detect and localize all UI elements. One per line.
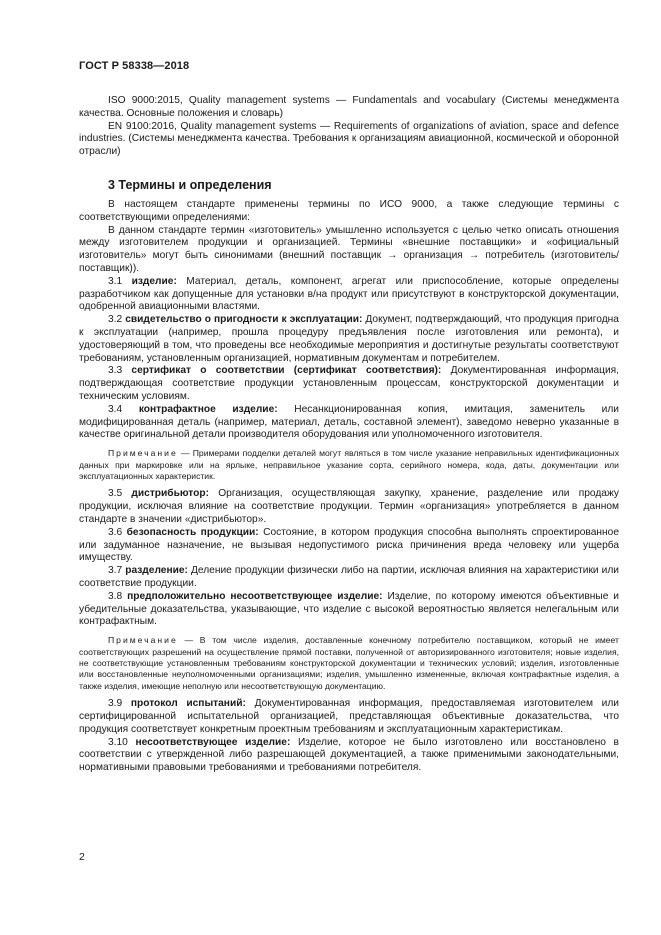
term-number: 3.9	[108, 698, 123, 710]
note-nonconforming	[79, 635, 619, 692]
term-name: разделение:	[125, 565, 188, 577]
term-3-4	[79, 404, 619, 442]
note-text: — Примерами подделки деталей могут являться в том числе указание неправильных идентификационных данных при маркировке или на ярлыке, неправильное указание сорта, серийного номера, кода, даты, документации или эксплуатационных характеристик.	[79, 448, 619, 481]
term-name: дистрибьютор:	[131, 488, 209, 500]
term-3-8	[79, 591, 619, 629]
term-definition: Организация, осуществляющая закупку, хранение, разделение или продажу продукции, исключая влияние на соответствие продукции. Термин «организация» употребляется в данном стандарте в значении «дистрибьютор».	[79, 488, 619, 525]
term-definition: Изделие, которое не было изготовлено или восстановлено в соответствии с утвержденной либо разрешающей документацией, а также применимыми законодательными, нормативными правовыми требованиями и требованиями потребителя.	[79, 736, 619, 774]
term-number: 3.2	[108, 314, 123, 326]
term-3-5	[79, 488, 619, 526]
term-name: свидетельство о пригодности к эксплуатации:	[125, 314, 363, 326]
page-number: 2	[79, 851, 85, 863]
standard-header: ГОСТ Р 58338—2018	[79, 60, 190, 72]
page-content	[79, 95, 619, 775]
term-name: несоответствующее изделие:	[135, 736, 291, 748]
reference-iso-9000: ISO 9000:2015, Quality management systems — Fundamentals and vocabulary (Системы менеджмента качества. Основные положения и словарь)	[79, 95, 619, 119]
term-number: 3.8	[108, 590, 123, 602]
term-name: безопасность продукции:	[126, 526, 259, 538]
term-number: 3.10	[108, 736, 128, 748]
note-text: — В том числе изделия, доставленные конечному потребителю поставщиком, который не имеет соответствующих разрешений на осуществление прямой поставки, полученной от авторизированного изготовителя; новые изделия, не соответствующие установленным требованиям конструкторской документации и технических условий; изделия, изготовленные или восстановленные неуполномоченными организациями; изделия, умышленно измененные, включая контрафактные изделия, а также изделия, имеющие неполную или несоответствующую документацию.	[79, 635, 619, 691]
term-definition: Документ, подтверждающий, что продукция пригодна к эксплуатации (например, прошла процедуру предъявления после изготовления или ремонта), и удостоверяющий в том, что проведены все необходимые мероприятия и достигнутые результаты соответствуют требованиям, установленным организацией, нормативным документам и потребителем.	[79, 314, 619, 364]
term-name: контрафактное изделие:	[138, 403, 278, 415]
term-name: протокол испытаний:	[130, 698, 246, 710]
note-counterfeit	[79, 448, 619, 482]
section-title: 3 Термины и определения	[108, 177, 272, 192]
term-definition: Несанкционированная копия, имитация, заменитель или модифицированная деталь (например, материал, деталь, составной элемент), заведомо неверно указанные в качестве оригинальной детали производителя оборудования или уполномоченного изготовителя.	[79, 403, 619, 441]
term-number: 3.1	[108, 275, 123, 287]
term-3-2	[79, 314, 619, 365]
term-number: 3.3	[108, 365, 123, 377]
term-definition: Деление продукции физически либо на партии, исключая влияния на характеристики или соответствие продукции.	[79, 565, 619, 589]
note-label: Примечание	[108, 635, 178, 646]
term-name: сертификат о соответствии (сертификат соответствия):	[131, 365, 442, 377]
term-definition: Документированная информация, предоставляемая изготовителем или сертифицированной испытательной организацией, представляющая объективные доказательства, что продукция соответствует конкретным проектным требованиям и эксплуатационным характеристикам.	[79, 698, 619, 735]
term-number: 3.6	[108, 526, 123, 538]
term-definition: Состояние, в котором продукция способна выполнять спроектированное или задуманное назначение, не вызывая недопустимого риска причинения вреда человеку или ущерба имуществу.	[79, 526, 619, 564]
term-3-7	[79, 565, 619, 591]
term-definition: Изделие, по которому имеются объективные и убедительные доказательства, указывающие, что изделие с высокой вероятностью является нелегальным или контрафактным.	[79, 590, 619, 628]
term-name: предположительно несоответствующее изделие:	[127, 590, 383, 602]
intro-paragraph: В настоящем стандарте применены термины по ИСО 9000, а также следующие термины с соответствующими определениями:	[79, 198, 619, 223]
term-number: 3.7	[108, 565, 123, 577]
term-3-6	[79, 527, 619, 565]
term-definition: Материал, деталь, компонент, агрегат или приспособление, которые определены разработчиком как допущенные для установки в/на продукт или присутствуют в конструкторской документации, одобренной авиационными властями.	[79, 275, 619, 313]
term-number: 3.5	[108, 488, 123, 500]
manufacturer-note-paragraph: В данном стандарте термин «изготовитель» умышленно используется с целью четко описать отношения между изготовителем продукции и организацией. Термины «внешние поставщики» и «официальный изготовитель» могут быть синонимами (внешний поставщик → организация → потребитель (изготовитель/поставщик)).	[79, 224, 619, 274]
term-3-10	[79, 737, 619, 775]
term-3-9	[79, 698, 619, 736]
term-definition: Документированная информация, подтверждающая соответствие продукции установленным процессам, конструкторской документации и техническим условиям.	[79, 365, 619, 402]
term-number: 3.4	[108, 403, 123, 415]
term-3-1	[79, 276, 619, 314]
term-name: изделие:	[131, 275, 177, 287]
term-3-3	[79, 365, 619, 403]
note-label: Примечание	[108, 448, 178, 459]
reference-en-9100: EN 9100:2016, Quality management systems — Requirements of organizations of aviation, space and defence industries. (Системы менеджмента качества. Требования к организациям авиационной, космической и оборонной отрасли)	[79, 120, 619, 158]
